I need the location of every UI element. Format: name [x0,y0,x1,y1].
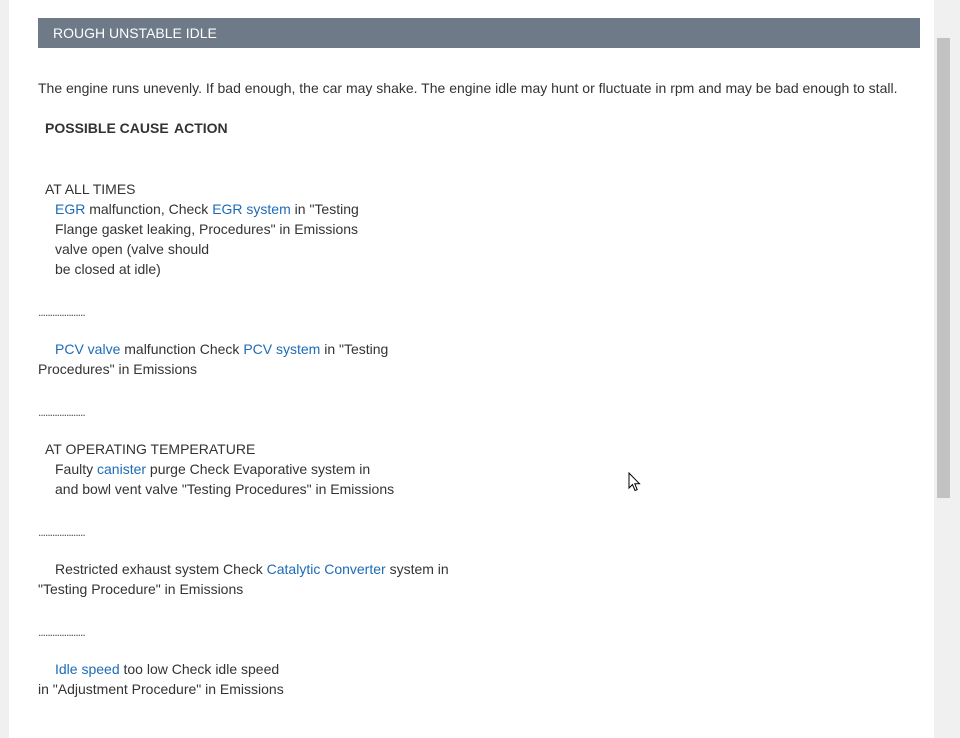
canister-link[interactable]: canister [97,461,147,477]
egr-system-link[interactable]: EGR system [212,201,291,217]
entry-exhaust-line1: Restricted exhaust system Check Catalytic Converter system in [55,561,449,577]
entry-pcv-line1: PCV valve malfunction Check PCV system in "Testing [55,341,389,357]
pcv-system-link[interactable]: PCV system [243,341,321,357]
section-header [38,18,920,48]
scrollbar-thumb[interactable] [937,38,950,498]
entry-exhaust-line2: "Testing Procedure" in Emissions [38,581,244,597]
entry-egr-line1: EGR malfunction, Check EGR system in "Testing [55,201,359,217]
idle-speed-link[interactable]: Idle speed [55,661,120,677]
entry-canister-line2: and bowl vent valve "Testing Procedures" in Emissions [55,481,395,497]
entry-canister-line1: Faulty canister purge Check Evaporative system in [55,461,371,477]
separator: .................... [38,405,85,419]
entry-pcv-line2: Procedures" in Emissions [38,361,198,377]
column-header-action: ACTION [174,120,228,136]
subheading-at-operating-temperature: AT OPERATING TEMPERATURE [45,441,256,457]
pcv-valve-link[interactable]: PCV valve [55,341,121,357]
separator: .................... [38,305,85,319]
separator: .................... [38,625,85,639]
separator: .................... [38,525,85,539]
subheading-at-all-times: AT ALL TIMES [45,181,136,197]
entry-idle-speed-line2: in "Adjustment Procedure" in Emissions [38,681,284,697]
entry-egr-line4: be closed at idle) [55,261,161,277]
section-description: The engine runs unevenly. If bad enough, the car may shake. The engine idle may hunt or fluctuate in rpm and may be bad enough to stall. [38,80,898,96]
entry-egr-line3: valve open (valve should [55,241,210,257]
entry-idle-speed-line1: Idle speed too low Check idle speed [55,661,280,677]
entry-egr-line2: Flange gasket leaking, Procedures" in Emissions [55,221,359,237]
mouse-pointer-icon [628,472,642,492]
catalytic-converter-link[interactable]: Catalytic Converter [266,561,386,577]
vertical-scrollbar[interactable] [934,0,960,738]
egr-link[interactable]: EGR [55,201,86,217]
window-left-edge [0,0,9,738]
column-header-possible-cause: POSSIBLE CAUSE [45,120,169,136]
document-content [38,0,920,738]
section-title: ROUGH UNSTABLE IDLE [53,25,217,41]
